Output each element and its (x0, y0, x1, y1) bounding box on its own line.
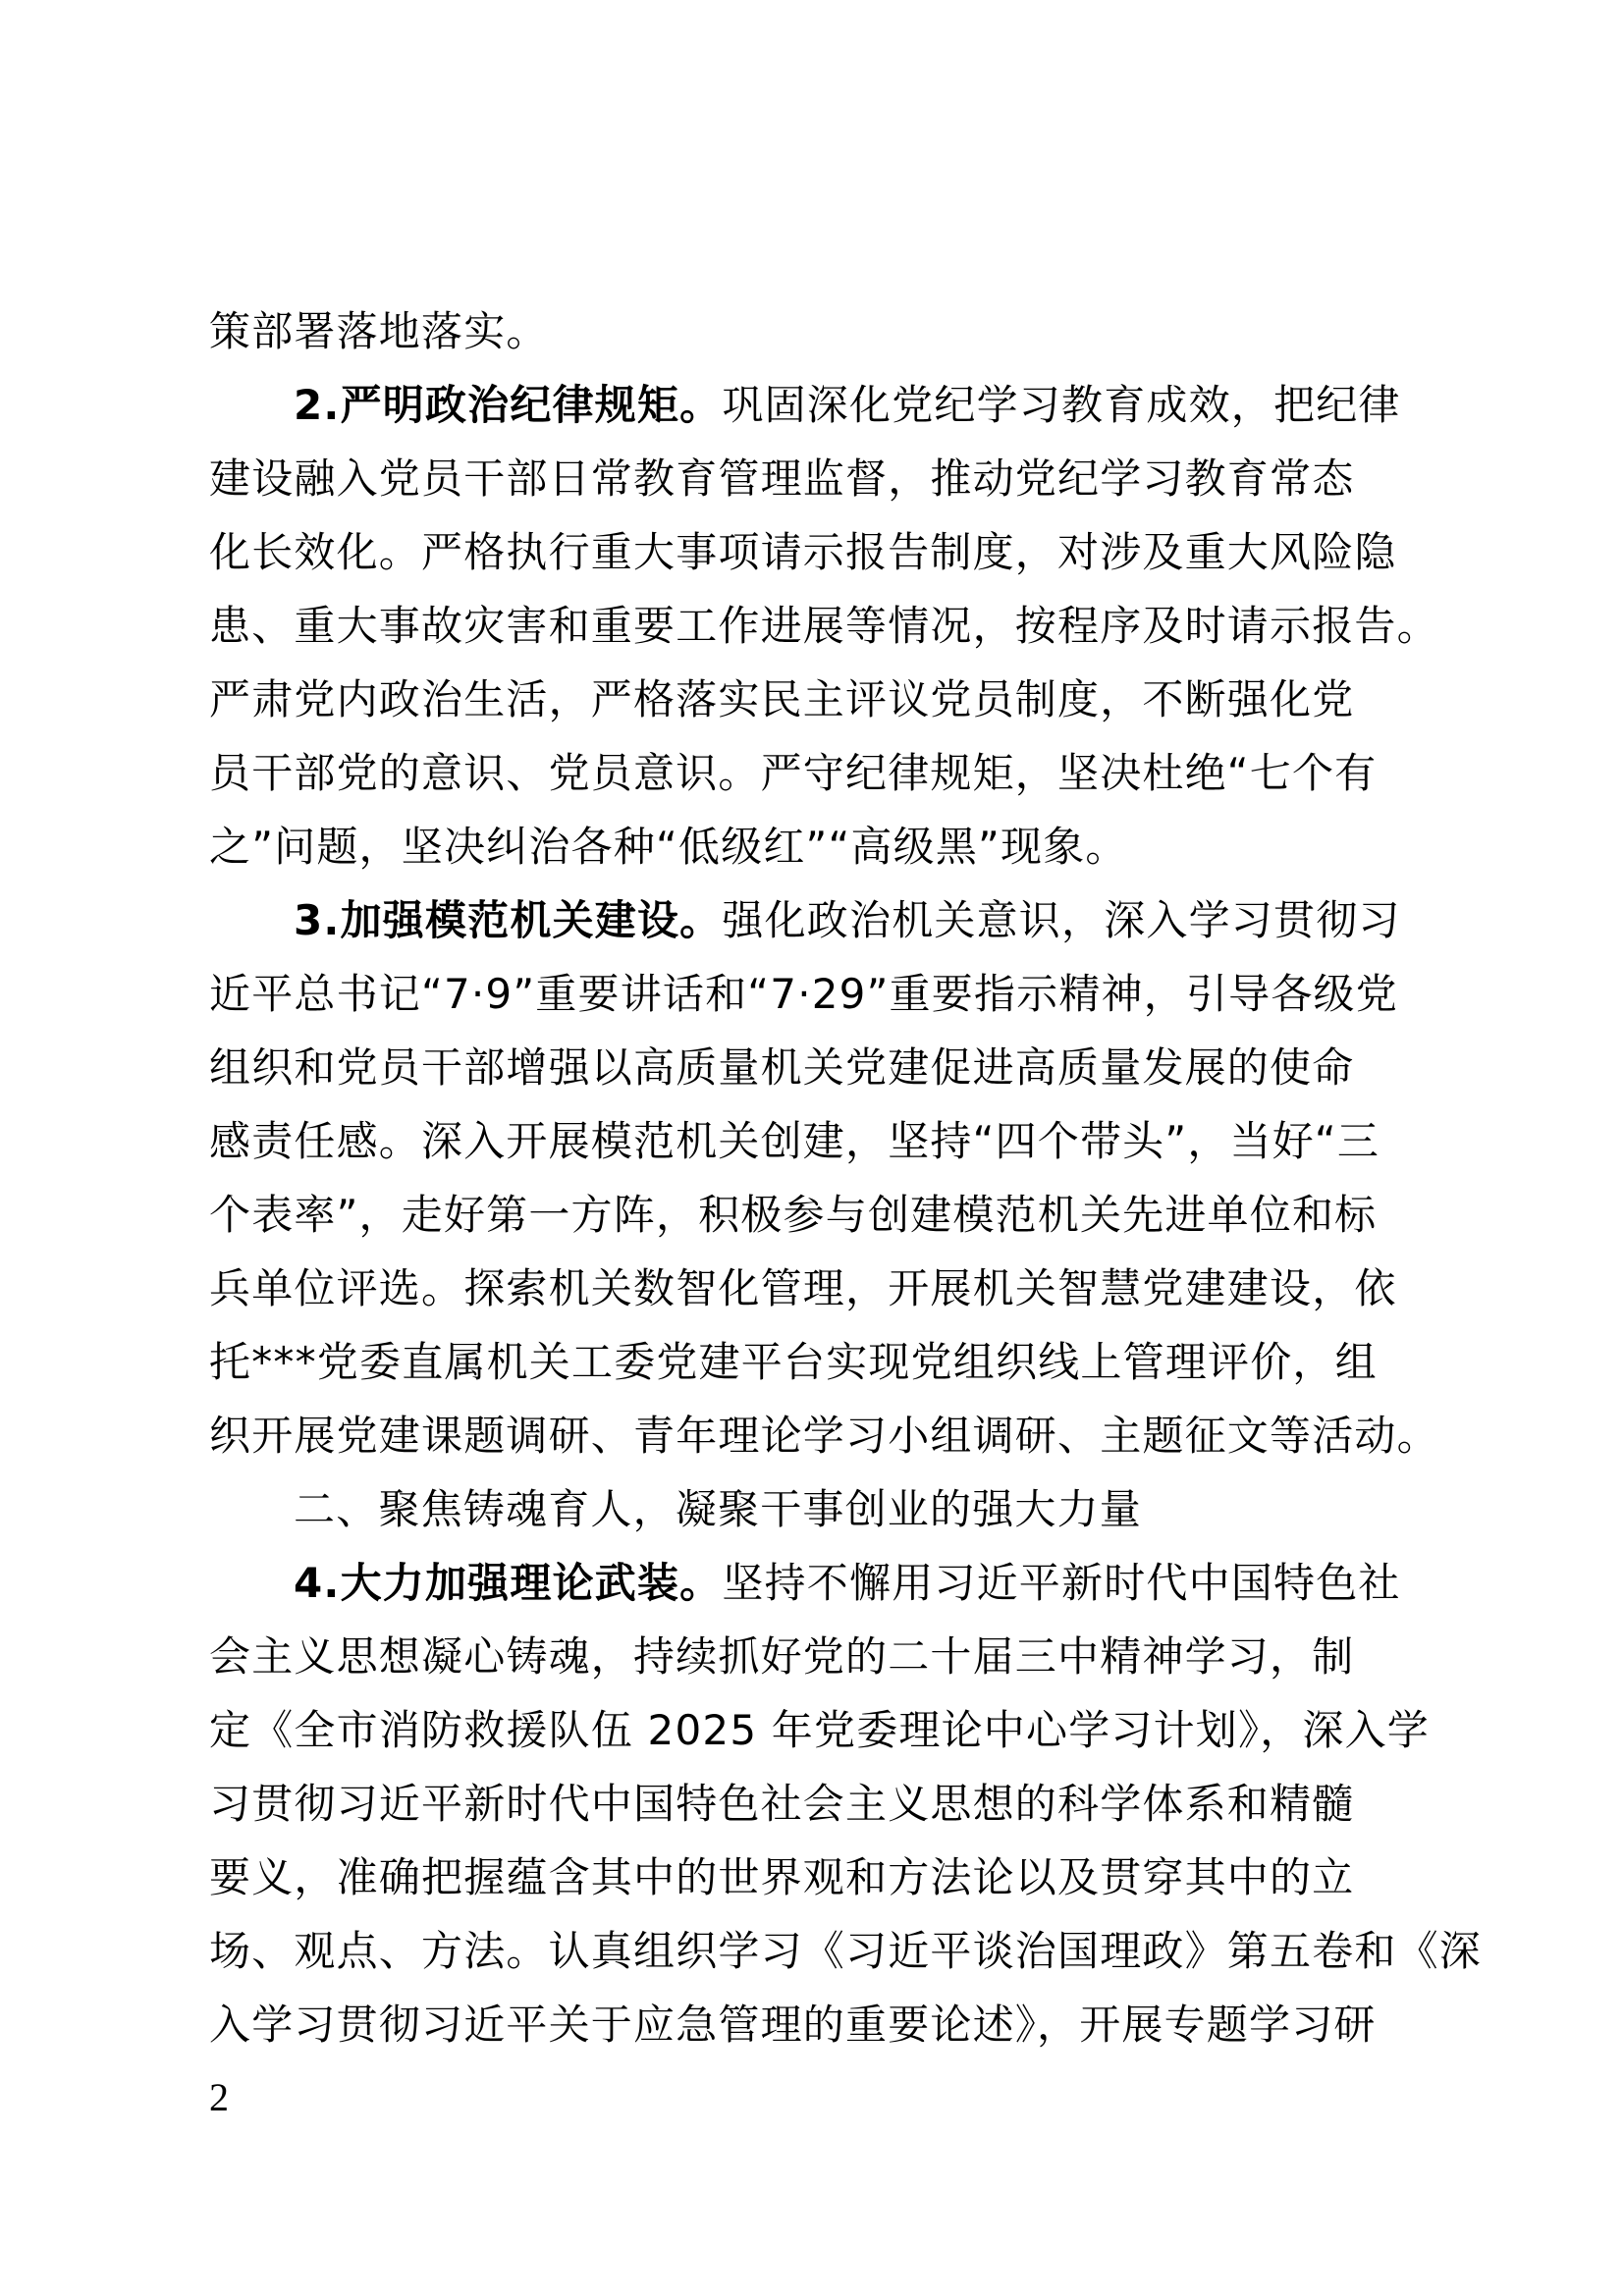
line-text: 入学习贯彻习近平关于应急管理的重要论述》，开展专题学习研 (209, 2001, 1377, 2049)
line-text: 组织和党员干部增强以高质量机关党建促进高质量发展的使命 (209, 1043, 1355, 1092)
item-3-heading-line (209, 883, 1436, 957)
item-4-heading-line (209, 1546, 1436, 1620)
text-line (209, 1988, 1436, 2061)
text-line (209, 1767, 1436, 1841)
line-text: 会主义思想凝心铸魂，持续抓好党的二十届三中精神学习，制 (209, 1632, 1355, 1681)
line-text: 巩固深化党纪学习教育成效，把纪律 (722, 381, 1401, 429)
page-number: 2 (209, 2075, 229, 2119)
line-text: 化长效化。严格执行重大事项请示报告制度，对涉及重大风险隐 (209, 528, 1397, 576)
section-heading-2 (209, 1472, 1436, 1546)
text-line (209, 515, 1436, 589)
text-line (209, 1620, 1436, 1693)
text-line (209, 810, 1436, 883)
line-text: 之”问题，坚决纠治各种“低级红”“高级黑”现象。 (209, 823, 1128, 871)
line-text: 建设融入党员干部日常教育管理监督，推动党纪学习教育常态 (209, 454, 1355, 503)
line-text: 要义，准确把握蕴含其中的世界观和方法论以及贯穿其中的立 (209, 1853, 1355, 1901)
text-line (209, 442, 1436, 515)
line-text: 严肃党内政治生活，严格落实民主评议党员制度，不断强化党 (209, 675, 1355, 723)
body-text (209, 294, 1483, 2061)
text-line (209, 1325, 1436, 1399)
line-text: 定《全市消防救援队伍 2025 年党委理论中心学习计划》，深入学 (209, 1706, 1430, 1754)
section-title: 二、聚焦铸魂育人，凝聚干事创业的强大力量 (294, 1485, 1143, 1533)
text-line (209, 1104, 1436, 1178)
text-line (209, 1399, 1439, 1472)
text-line (209, 1841, 1436, 1914)
line-text: 织开展党建课题调研、青年理论学习小组调研、主题征文等活动。 (209, 1412, 1439, 1460)
line-text: 策部署落地落实。 (209, 307, 549, 355)
text-line (209, 1252, 1436, 1325)
line-text: 员干部党的意识、党员意识。严守纪律规矩，坚决杜绝“七个有 (209, 749, 1378, 797)
text-line (209, 1914, 1483, 1988)
item-heading: 3.加强模范机关建设。 (294, 896, 723, 944)
item-2-heading-line (209, 368, 1436, 442)
line-text: 托***党委直属机关工委党建平台实现党组织线上管理评价，组 (209, 1338, 1378, 1386)
line-text: 患、重大事故灾害和重要工作进展等情况，按程序及时请示报告。 (209, 602, 1439, 650)
text-line (209, 736, 1436, 810)
line-text: 场、观点、方法。认真组织学习《习近平谈治国理政》第五卷和《深 (209, 1927, 1483, 1975)
line-text: 近平总书记“7·9”重要讲话和“7·29”重要指示精神，引导各级党 (209, 970, 1398, 1018)
text-line (209, 957, 1436, 1031)
text-line (209, 1031, 1436, 1104)
line-text: 习贯彻习近平新时代中国特色社会主义思想的科学体系和精髓 (209, 1780, 1355, 1828)
text-line (209, 1178, 1436, 1252)
line-text: 坚持不懈用习近平新时代中国特色社 (722, 1559, 1401, 1607)
item-heading: 4.大力加强理论武装。 (294, 1559, 723, 1607)
line-text: 兵单位评选。探索机关数智化管理，开展机关智慧党建建设，依 (209, 1264, 1397, 1312)
line-text: 强化政治机关意识，深入学习贯彻习 (722, 896, 1401, 944)
item-heading: 2.严明政治纪律规矩。 (294, 381, 723, 429)
text-line (209, 589, 1439, 663)
text-line (209, 663, 1436, 736)
line-text: 个表率”，走好第一方阵，积极参与创建模范机关先进单位和标 (209, 1191, 1378, 1239)
line-text: 感责任感。深入开展模范机关创建，坚持“四个带头”，当好“三 (209, 1117, 1380, 1165)
text-line (209, 294, 1436, 368)
text-line (209, 1693, 1436, 1767)
